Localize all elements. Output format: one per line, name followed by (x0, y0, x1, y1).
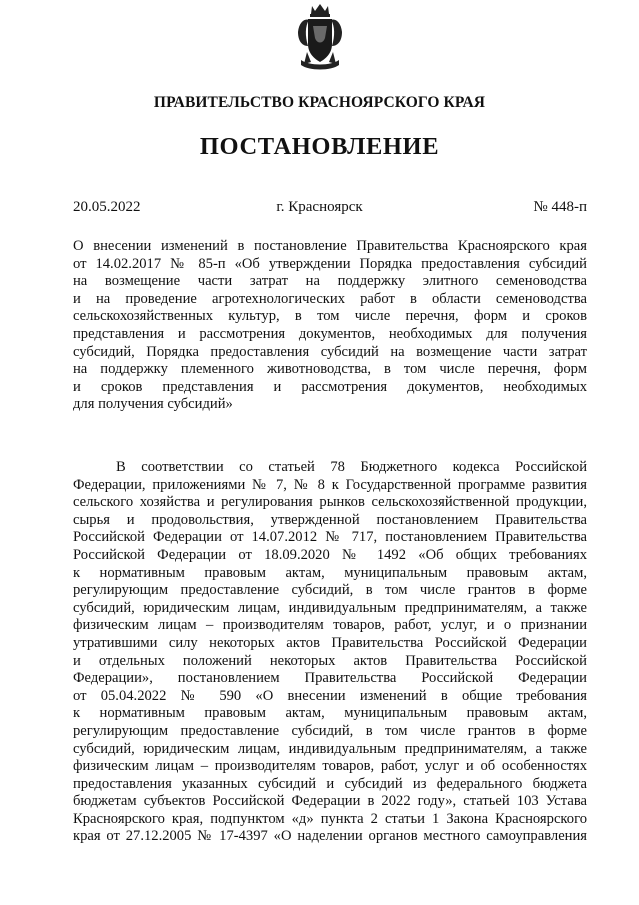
preamble-line: от 05.04.2022 № 590 «О внесении изменений в общие требования (73, 687, 587, 704)
preamble-line: регулирующим предоставление субсидий, в том числе грантов в форме (73, 722, 587, 739)
preamble-line: Российской Федерации от 18.09.2020 № 1492 «Об общих требованиях (73, 546, 587, 563)
preamble-line: Федерации», постановлением Правительства Российской Федерации (73, 670, 587, 687)
document-subject (73, 238, 587, 414)
subject-line: для получения субсидий» (73, 396, 233, 413)
preamble-line: края от 27.12.2005 № 17-4397 «О наделении органов местного самоуправления (73, 828, 587, 845)
preamble-line: субсидий, юридическим лицам, индивидуальным предпринимателям, а также (73, 599, 587, 616)
document-type-title: ПОСТАНОВЛЕНИЕ (199, 133, 440, 160)
preamble-line: сельского хозяйства и регулирования рынков сельскохозяйственной продукции, (73, 494, 587, 511)
subject-line: субсидий, Порядка предоставления субсидий на возмещение части затрат (73, 343, 587, 360)
subject-line: сельскохозяйственных культур, в том числе перечня, форм и сроков (73, 308, 587, 325)
preamble-paragraph (73, 459, 587, 846)
preamble-line: субсидий, юридическим лицам, индивидуальным предпринимателям, а также (73, 740, 587, 757)
document-number: № 448-п (533, 199, 587, 215)
subject-line: О внесении изменений в постановление Правительства Красноярского края (73, 238, 587, 254)
subject-line: и сроков представления и рассмотрения документов, необходимых (73, 378, 587, 395)
preamble-line: В соответствии со статьей 78 Бюджетного кодекса Российской (116, 459, 587, 475)
preamble-line: физическим лицам – производителям товаров, работ, услуг, и о признании (73, 617, 587, 634)
preamble-line: Федерации, приложениями № 7, № 8 к Государственной программе развития (73, 476, 587, 493)
subject-line: представления и рассмотрения документов, необходимых для получения (73, 325, 587, 342)
subject-line: от 14.02.2017 № 85-п «Об утверждении Порядка предоставления субсидий (73, 255, 587, 272)
preamble-line: к нормативным правовым актам, муниципальным правовым актам, (73, 564, 587, 581)
preamble-line: к нормативным правовым актам, муниципальным правовым актам, (73, 705, 587, 722)
preamble-line: утратившими силу некоторых актов Правительства Российской Федерации (73, 634, 587, 651)
preamble-line: регулирующим предоставление субсидий, в том числе грантов в форме (73, 582, 587, 599)
preamble-line: сырья и продовольствия, утвержденной постановлением Правительства (73, 511, 587, 528)
preamble-line: физическим лицам – производителям товаров, работ, услуг и об особенностях (73, 758, 587, 775)
subject-line: на возмещение части затрат на поддержку элитного семеноводства (73, 273, 587, 290)
preamble-line: Российской Федерации от 14.07.2012 № 717, постановлением Правительства (73, 529, 587, 546)
subject-line: и на проведение агротехнологических работ в области семеноводства (73, 290, 587, 307)
preamble-line: и отдельных положений некоторых актов Правительства Российской (73, 652, 587, 669)
government-name: ПРАВИТЕЛЬСТВО КРАСНОЯРСКОГО КРАЯ (153, 94, 486, 111)
preamble-line: Красноярского края, подпунктом «д» пункта 2 статьи 1 Закона Красноярского (73, 810, 587, 827)
coat-of-arms-icon (295, 2, 345, 72)
document-city: г. Красноярск (276, 199, 363, 215)
document-date: 20.05.2022 (73, 199, 141, 215)
preamble-line: предоставления указанных субсидий и субсидий из федерального бюджета (73, 775, 587, 792)
preamble-line: бюджетам субъектов Российской Федерации в 2022 году», статьей 103 Устава (73, 793, 587, 810)
subject-line: на поддержку племенного животноводства, в том числе перечня, форм (73, 361, 587, 378)
